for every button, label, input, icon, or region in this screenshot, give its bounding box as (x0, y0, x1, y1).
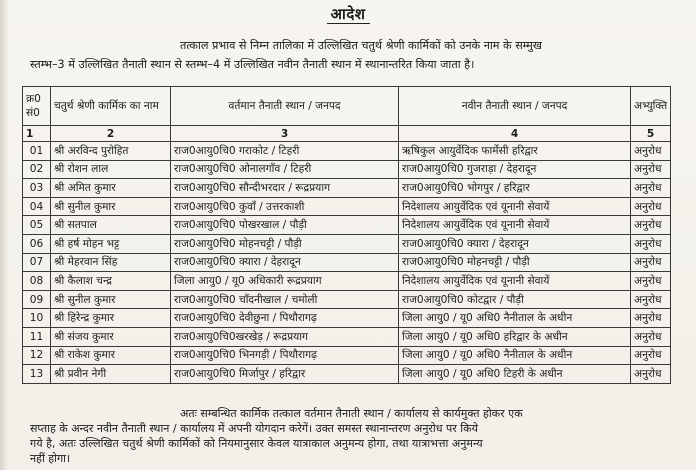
remark-cell: अनुरोध (631, 142, 671, 161)
remark-cell: अनुरोध (631, 309, 671, 328)
new-posting-cell: जिला आयु0 / यू0 अधि0 टिहरी के अधीन (399, 365, 631, 384)
column-number-row (23, 126, 671, 142)
column-number: 5 (631, 126, 671, 142)
serial-cell: 08 (23, 272, 51, 291)
current-posting-cell: राज0आयु0चि0 सौन्दीभरदार / रूद्रप्रयाग (171, 179, 399, 198)
column-number: 3 (171, 126, 399, 142)
title-text: आदेश (327, 5, 370, 24)
name-cell: श्री हिरेन्द्र कुमार (51, 309, 171, 328)
closing-paragraph (30, 406, 692, 466)
current-posting-cell: राज0आयु0चि0 भिनगड़ी / पिथौरागढ़ (171, 346, 399, 365)
new-posting-cell: जिला आयु0 / यू0 अधि0 नैनीताल के अधीन (399, 346, 631, 365)
new-posting-cell: ऋषिकुल आयुर्वेदिक फार्मेसी हरिद्वार (399, 142, 631, 161)
current-posting-cell: राज0आयु0चि0खरखेड़ / रूद्रप्रयाग (171, 327, 399, 346)
remark-cell: अनुरोध (631, 216, 671, 235)
remark-cell: अनुरोध (631, 160, 671, 179)
serial-cell: 06 (23, 234, 51, 253)
table-row (23, 327, 671, 346)
serial-cell: 05 (23, 216, 51, 235)
footer-line-4: नहीं होगा। (30, 452, 71, 465)
new-posting-cell: राज0आयु0चि0 क्यारा / देहरादून (399, 234, 631, 253)
new-posting-cell: निदेशालय आयुर्वेदिक एवं यूनानी सेवायें (399, 216, 631, 235)
table-row (23, 346, 671, 365)
new-posting-cell: जिला आयु0 / यू0 अधि0 नैनीताल के अधीन (399, 309, 631, 328)
remark-cell: अनुरोध (631, 346, 671, 365)
name-cell: श्री अरविन्द पुरोहित (51, 142, 171, 161)
header-current-posting: वर्तमान तैनाती स्थान / जनपद (171, 87, 399, 126)
name-cell: श्री सुनील कुमार (51, 290, 171, 309)
footer-line-3: गये है, अतः उल्लिखित चतुर्थ श्रेणी कार्मिकों को नियमानुसार केवल यात्राकाल अनुमन्य होगा, तथा यात्राभत्ता अनुमन्य (30, 437, 483, 450)
header-name: चतुर्थ श्रेणी कार्मिक का नाम (51, 87, 171, 126)
intro-line-1: तत्काल प्रभाव से निम्न तालिका में उल्लिखित चतुर्थ श्रेणी कार्मिकों को उनके नाम के सम्मुख (180, 39, 542, 52)
new-posting-cell: निदेशालय आयुर्वेदिक एवं यूनानी सेवायें (399, 272, 631, 291)
serial-cell: 03 (23, 179, 51, 198)
new-posting-cell: राज0आयु0चि0 भोगपुर / हरिद्वार (399, 179, 631, 198)
name-cell: श्री सतपाल (51, 216, 171, 235)
name-cell: श्री प्रवीन नेगी (51, 365, 171, 384)
name-cell: श्री हर्ष मोहन भट्ट (51, 234, 171, 253)
intro-paragraph (30, 36, 692, 74)
serial-cell: 10 (23, 309, 51, 328)
table-row (23, 234, 671, 253)
table-row (23, 309, 671, 328)
name-cell: श्री राकेश कुमार (51, 346, 171, 365)
document-title (0, 4, 696, 24)
table-row (23, 253, 671, 272)
current-posting-cell: राज0आयु0चि0 चाँदनीखाल / चमोली (171, 290, 399, 309)
serial-cell: 13 (23, 365, 51, 384)
table-row (23, 365, 671, 384)
intro-line-2: स्तम्भ–3 में उल्लिखित तैनाती स्थान से स्तम्भ–4 में उल्लिखित नवीन तैनाती स्थान में स्थानान्तरित किया जाता है। (30, 58, 475, 71)
table-row (23, 216, 671, 235)
table-row (23, 272, 671, 291)
name-cell: श्री सुनील कुमार (51, 197, 171, 216)
remark-cell: अनुरोध (631, 327, 671, 346)
remark-cell: अनुरोध (631, 179, 671, 198)
table-row (23, 197, 671, 216)
header-remark: अभ्युक्ति (631, 87, 671, 126)
current-posting-cell: राज0आयु0चि0 गराकोट / टिहरी (171, 142, 399, 161)
new-posting-cell: जिला आयु0 / यू0 अधि0 हरिद्वार के अधीन (399, 327, 631, 346)
new-posting-cell: राज0आयु0चि0 कोटद्वार / पौड़ी (399, 290, 631, 309)
remark-cell: अनुरोध (631, 272, 671, 291)
name-cell: श्री मेहरवान सिंह (51, 253, 171, 272)
transfer-table (22, 86, 671, 384)
current-posting-cell: राज0आयु0चि0 देवीछुना / पिथौरागढ़ (171, 309, 399, 328)
page-edge-shadow (0, 0, 8, 470)
current-posting-cell: राज0आयु0चि0 पोखरखाल / पौड़ी (171, 216, 399, 235)
name-cell: श्री संजय कुमार (51, 327, 171, 346)
remark-cell: अनुरोध (631, 290, 671, 309)
table-row (23, 179, 671, 198)
table-header-row (23, 87, 671, 126)
remark-cell: अनुरोध (631, 365, 671, 384)
table-row (23, 142, 671, 161)
serial-cell: 01 (23, 142, 51, 161)
footer-line-1: अतः सम्बन्धित कार्मिक तत्काल वर्तमान तैनाती स्थान / कार्यालय से कार्यमुक्त होकर एक (180, 407, 523, 420)
serial-cell: 11 (23, 327, 51, 346)
serial-cell: 04 (23, 197, 51, 216)
serial-cell: 09 (23, 290, 51, 309)
remark-cell: अनुरोध (631, 197, 671, 216)
serial-cell: 12 (23, 346, 51, 365)
current-posting-cell: राज0आयु0चि0 मिर्जापुर / हरिद्वार (171, 365, 399, 384)
table-row (23, 160, 671, 179)
new-posting-cell: राज0आयु0चि0 मोहनचट्टी / पौड़ी (399, 253, 631, 272)
current-posting-cell: राज0आयु0चि0 मोहनचट्टी / पौड़ी (171, 234, 399, 253)
name-cell: श्री कैलाश चन्द्र (51, 272, 171, 291)
current-posting-cell: राज0आयु0चि0 क्यारा / देहरादून (171, 253, 399, 272)
serial-cell: 07 (23, 253, 51, 272)
column-number: 4 (399, 126, 631, 142)
new-posting-cell: निदेशालय आयुर्वेदिक एवं यूनानी सेवायें (399, 197, 631, 216)
header-serial: क्र0 सं0 (23, 87, 51, 126)
column-number: 1 (23, 126, 51, 142)
current-posting-cell: राज0आयु0चि0 ओनालगाँव / टिहरी (171, 160, 399, 179)
column-number: 2 (51, 126, 171, 142)
table-row (23, 290, 671, 309)
table-body (23, 142, 671, 384)
name-cell: श्री रोशन लाल (51, 160, 171, 179)
remark-cell: अनुरोध (631, 234, 671, 253)
name-cell: श्री अमित कुमार (51, 179, 171, 198)
current-posting-cell: राज0आयु0चि0 कुवाँ / उत्तरकाशी (171, 197, 399, 216)
current-posting-cell: जिला आयु0 / यू0 अधिकारी रूद्रप्रयाग (171, 272, 399, 291)
footer-line-2: सप्ताह के अन्दर नवीन तैनाती स्थान / कार्यालय में अपनी योगदान करेगें। उक्त समस्त स्थानान्तरण अनुरोध पर किये (30, 422, 478, 435)
new-posting-cell: राज0आयु0चि0 गुजराड़ा / देहरादून (399, 160, 631, 179)
header-new-posting: नवीन तैनाती स्थान / जनपद (399, 87, 631, 126)
remark-cell: अनुरोध (631, 253, 671, 272)
serial-cell: 02 (23, 160, 51, 179)
